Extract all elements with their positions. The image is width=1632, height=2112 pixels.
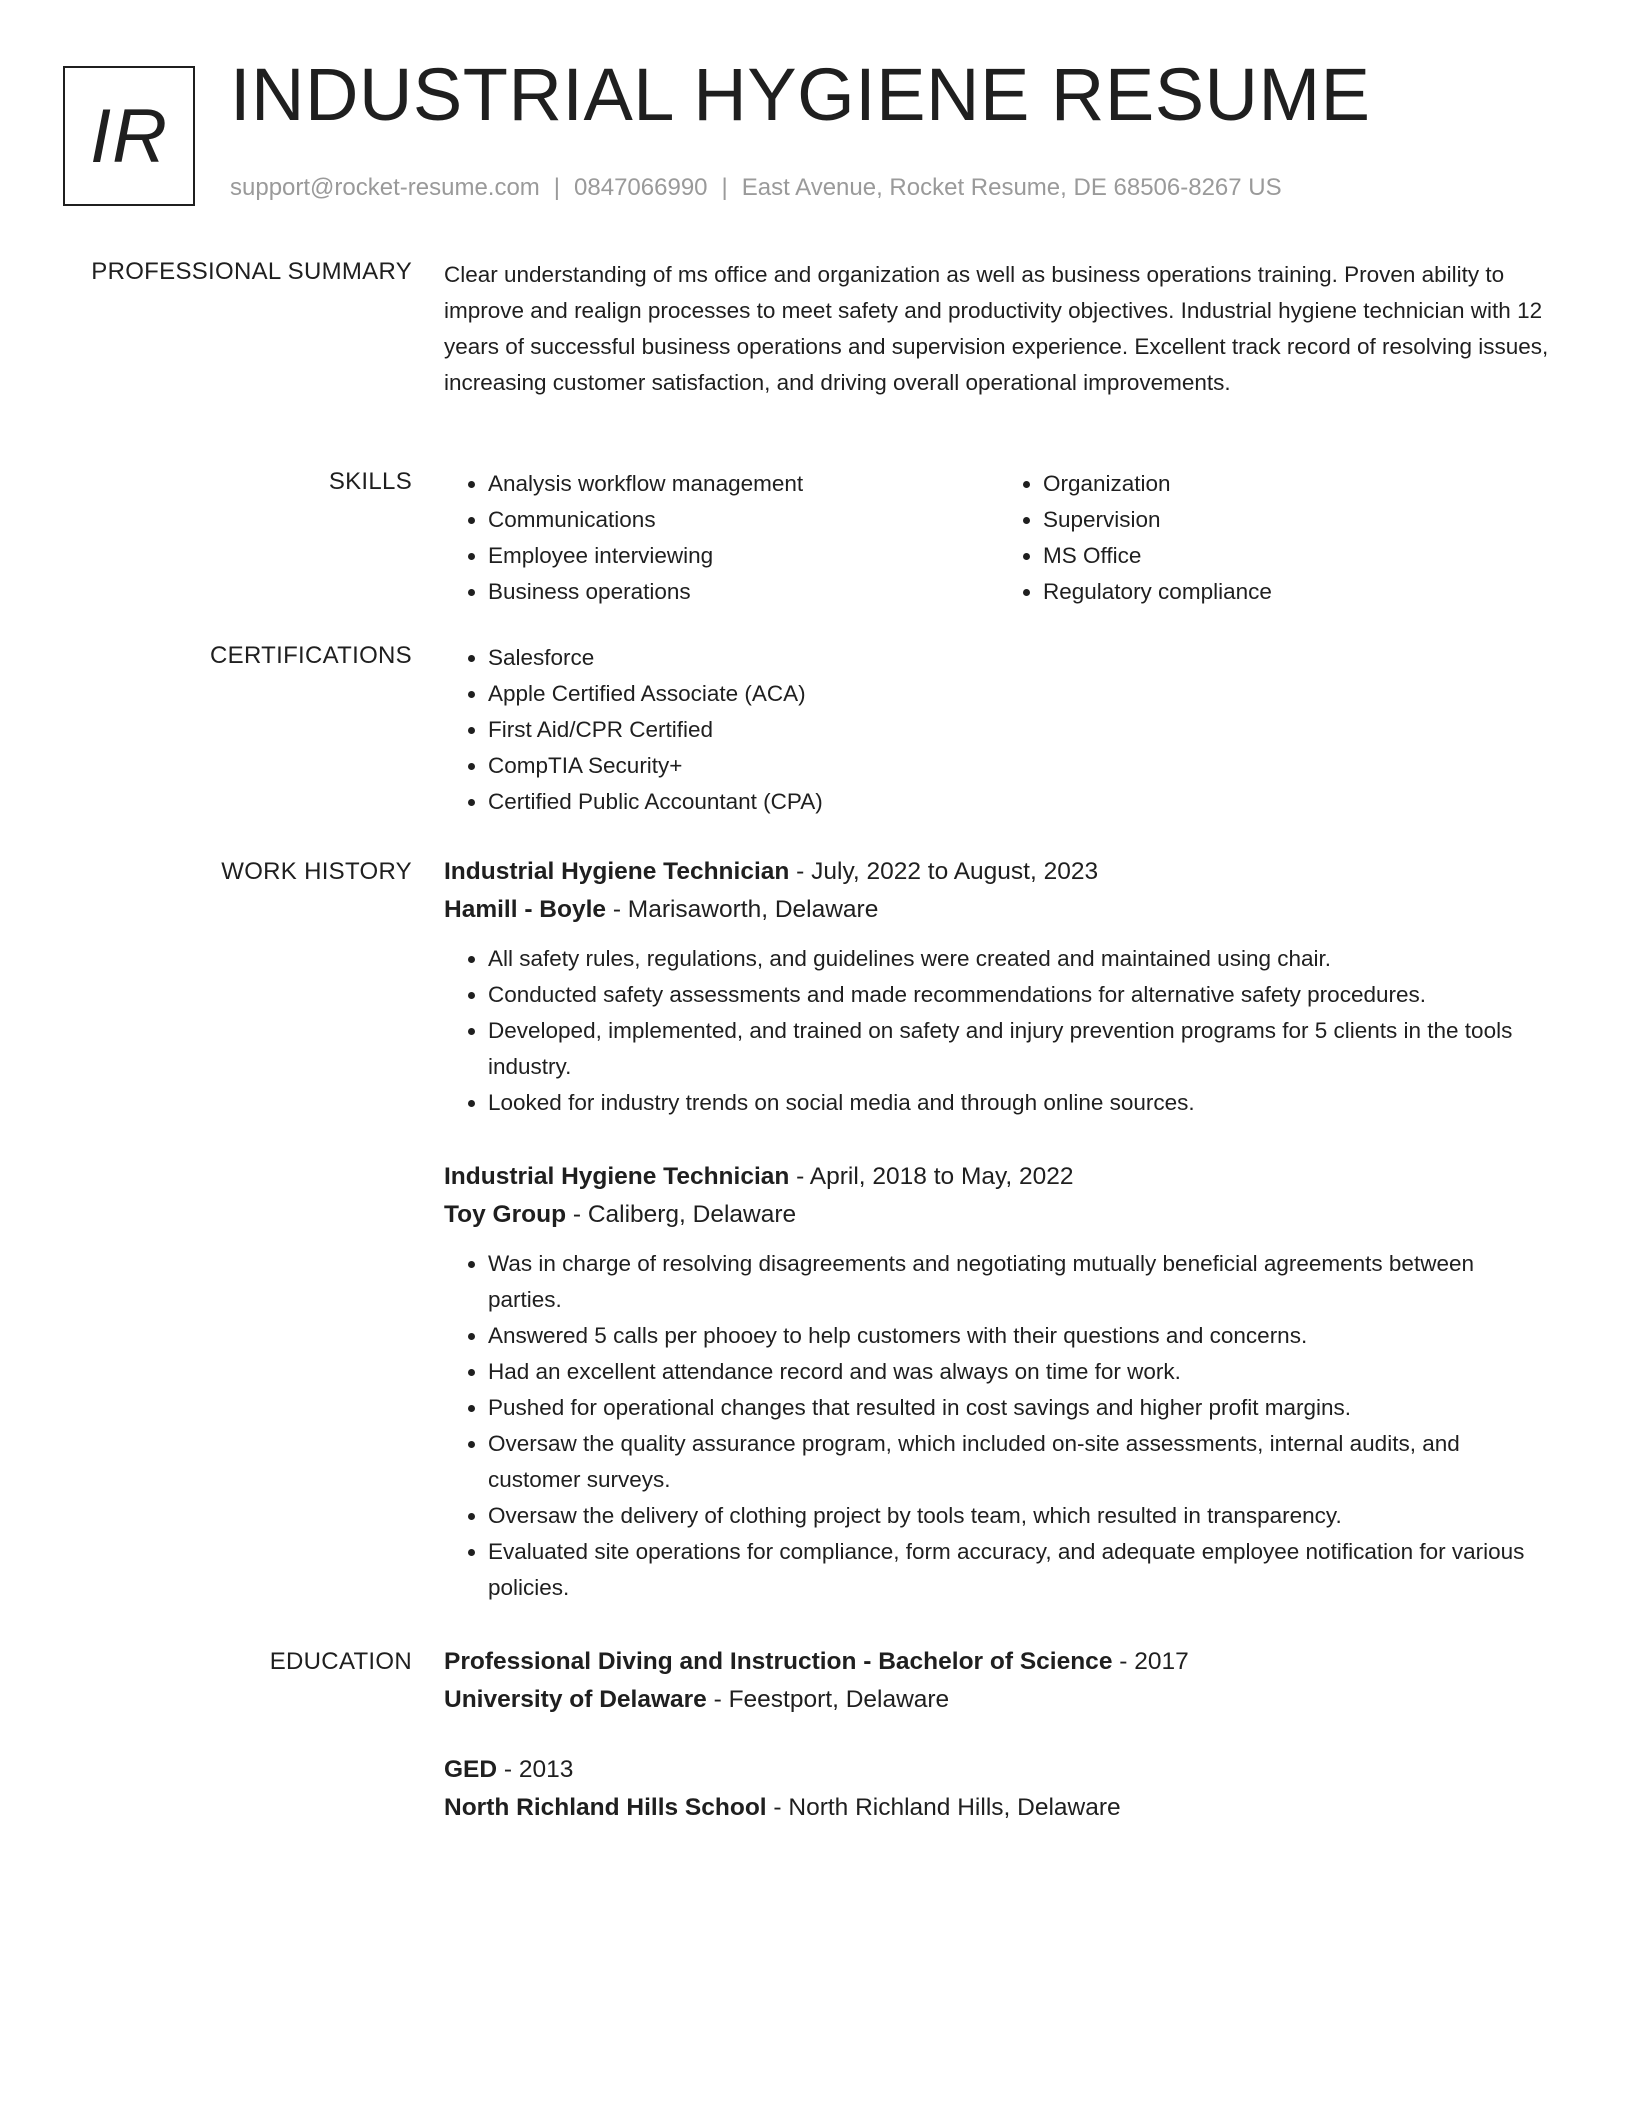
skills-section bbox=[444, 466, 1554, 610]
list-item: • Employee interviewing bbox=[488, 538, 999, 574]
list-item: • Apple Certified Associate (ACA) bbox=[488, 676, 1554, 712]
contact-line bbox=[230, 174, 1282, 202]
contact-phone: 0847066990 bbox=[574, 174, 708, 201]
education-year: - 2017 bbox=[1112, 1648, 1189, 1675]
job-company-line bbox=[444, 891, 1554, 929]
education-school-line bbox=[444, 1789, 1554, 1827]
certifications-list bbox=[444, 640, 1554, 820]
list-item: • Had an excellent attendance record and was always on time for work. bbox=[488, 1354, 1554, 1390]
monogram-logo bbox=[63, 66, 195, 206]
list-item: • Regulatory compliance bbox=[1043, 574, 1554, 610]
work-history-heading: WORK HISTORY bbox=[221, 858, 412, 885]
education-degree-line bbox=[444, 1751, 1554, 1789]
list-item: • Certified Public Accountant (CPA) bbox=[488, 784, 1554, 820]
summary-text: Clear understanding of ms office and organization as well as business operations training. Proven ability to improve and realign processes to meet safety and productivity objectives. Industrial hygiene technician with 12 years of successful business operations and supervision experience. Excellent track record of resolving issues, increasing customer satisfaction, and driving overall operational improvements. bbox=[444, 262, 1549, 395]
list-item: • Oversaw the delivery of clothing project by tools team, which resulted in transparency. bbox=[488, 1498, 1554, 1534]
list-item: • Developed, implemented, and trained on safety and injury prevention programs for 5 clients in the tools industry. bbox=[488, 1013, 1554, 1085]
list-item: • Business operations bbox=[488, 574, 999, 610]
job-title-line bbox=[444, 853, 1554, 891]
job-location: - Marisaworth, Delaware bbox=[606, 896, 879, 923]
job-title-line bbox=[444, 1158, 1554, 1196]
job-company: Toy Group bbox=[444, 1201, 567, 1228]
education-degree-line bbox=[444, 1643, 1554, 1681]
summary-section bbox=[444, 257, 1554, 401]
job-dates: - April, 2018 to May, 2022 bbox=[789, 1163, 1074, 1190]
education-location: - Feestport, Delaware bbox=[706, 1686, 950, 1713]
job-title: Industrial Hygiene Technician bbox=[444, 1163, 790, 1190]
list-item: • Was in charge of resolving disagreements and negotiating mutually beneficial agreements between parties. bbox=[488, 1246, 1554, 1318]
contact-address: East Avenue, Rocket Resume, DE 68506-8267 US bbox=[741, 174, 1282, 201]
education-school: North Richland Hills School bbox=[444, 1794, 767, 1821]
job-title: Industrial Hygiene Technician bbox=[444, 858, 790, 885]
skills-list-right bbox=[999, 466, 1554, 610]
list-item: • Supervision bbox=[1043, 502, 1554, 538]
list-item: • First Aid/CPR Certified bbox=[488, 712, 1554, 748]
monogram-text: IR bbox=[90, 93, 168, 179]
list-item: • Looked for industry trends on social media and through online sources. bbox=[488, 1085, 1554, 1121]
list-item: • Evaluated site operations for compliance, form accuracy, and adequate employee notification for various policies. bbox=[488, 1534, 1554, 1606]
education-year: - 2013 bbox=[497, 1756, 574, 1783]
contact-separator: | bbox=[553, 174, 561, 201]
contact-separator: | bbox=[721, 174, 728, 201]
education-degree: GED bbox=[444, 1756, 498, 1783]
skills-list-left bbox=[444, 466, 999, 610]
education-school: University of Delaware bbox=[444, 1686, 707, 1713]
list-item: • Analysis workflow management bbox=[488, 466, 999, 502]
list-item: • Oversaw the quality assurance program, which included on-site assessments, internal audits, and customer surveys. bbox=[488, 1426, 1554, 1498]
list-item: • Organization bbox=[1043, 466, 1554, 502]
job-bullets bbox=[444, 1246, 1554, 1606]
list-item: • CompTIA Security+ bbox=[488, 748, 1554, 784]
list-item: • Communications bbox=[488, 502, 999, 538]
job-company-line bbox=[444, 1196, 1554, 1234]
resume-title: INDUSTRIAL HYGIENE RESUME bbox=[230, 53, 1371, 136]
education-entry bbox=[444, 1751, 1554, 1827]
job-location: - Caliberg, Delaware bbox=[566, 1201, 797, 1228]
contact-email: support@rocket-resume.com bbox=[230, 174, 540, 201]
list-item: • MS Office bbox=[1043, 538, 1554, 574]
education-school-line bbox=[444, 1681, 1554, 1719]
list-item: • Answered 5 calls per phooey to help customers with their questions and concerns. bbox=[488, 1318, 1554, 1354]
job-entry bbox=[444, 1158, 1554, 1606]
list-item: • Pushed for operational changes that resulted in cost savings and higher profit margins. bbox=[488, 1390, 1554, 1426]
education-entry bbox=[444, 1643, 1554, 1719]
education-heading: EDUCATION bbox=[269, 1648, 412, 1675]
list-item: • Salesforce bbox=[488, 640, 1554, 676]
certifications-section bbox=[444, 640, 1554, 820]
certifications-heading: CERTIFICATIONS bbox=[210, 642, 412, 669]
list-item: • All safety rules, regulations, and guidelines were created and maintained using chair. bbox=[488, 941, 1554, 977]
list-item: • Conducted safety assessments and made recommendations for alternative safety procedures. bbox=[488, 977, 1554, 1013]
job-dates: - July, 2022 to August, 2023 bbox=[789, 858, 1099, 885]
education-location: - North Richland Hills, Delaware bbox=[766, 1794, 1121, 1821]
job-bullets bbox=[444, 941, 1554, 1121]
job-company: Hamill - Boyle bbox=[444, 896, 607, 923]
summary-heading: PROFESSIONAL SUMMARY bbox=[91, 258, 412, 285]
education-degree: Professional Diving and Instruction - Bachelor of Science bbox=[444, 1648, 1113, 1675]
skills-heading: SKILLS bbox=[328, 468, 412, 495]
job-entry bbox=[444, 853, 1554, 1121]
